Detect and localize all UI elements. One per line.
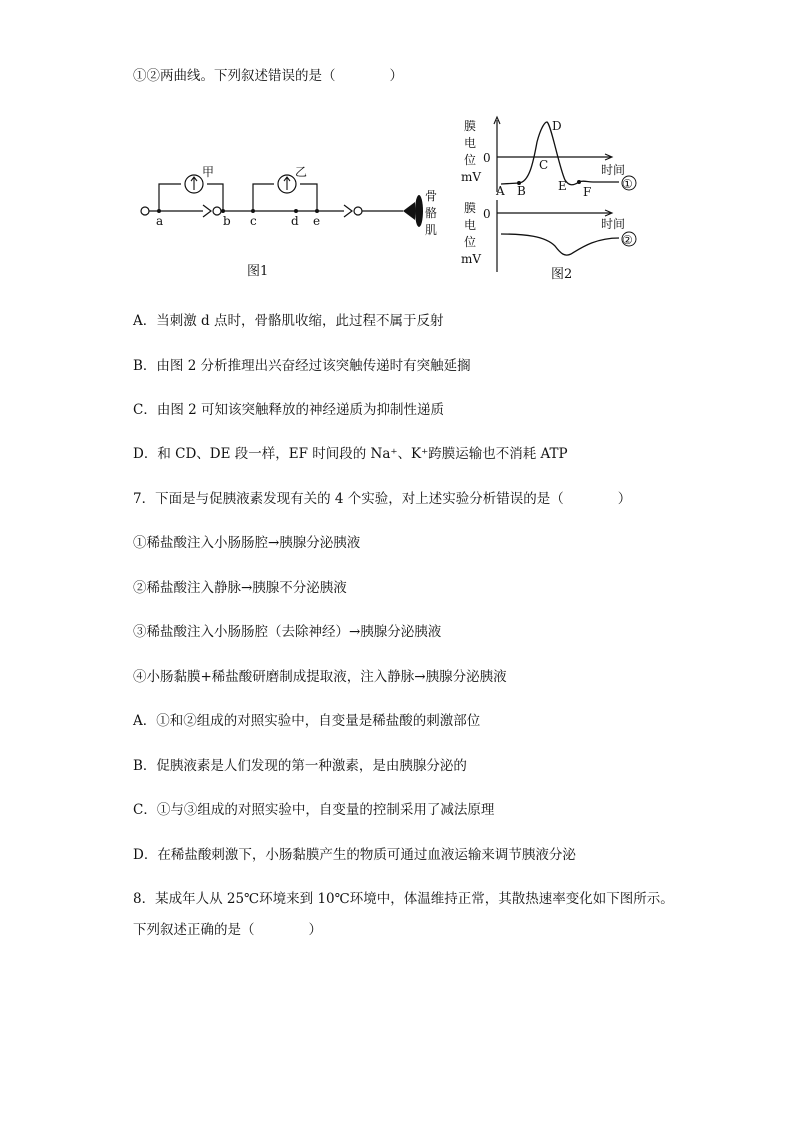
point-d-label: d	[291, 214, 299, 228]
curve1-point-C: C	[539, 158, 549, 172]
q7-option-c: C．①与③组成的对照实验中，自变量的控制采用了减法原理	[133, 802, 495, 818]
q7-experiment-1: ①稀盐酸注入小肠肠腔→胰腺分泌胰液	[133, 535, 361, 551]
figure-2	[455, 112, 670, 284]
curve1-point-B: B	[517, 184, 526, 198]
synapse-2	[344, 205, 352, 217]
q7-stem: 7．下面是与促胰液素发现有关的 4 个实验，对上述实验分析错误的是（ ）	[133, 491, 632, 507]
q6-option-b: B．由图 2 分析推理出兴奋经过该突触传递时有突触延搁	[133, 358, 471, 374]
x-label-2: 时间	[601, 217, 626, 231]
figure-2-caption: 图2	[551, 267, 573, 282]
muscle-label-2: 骼	[425, 206, 438, 220]
zero-1: 0	[483, 151, 491, 165]
point-a-dot	[157, 209, 161, 213]
q7-experiment-4: ④小肠黏膜+稀盐酸研磨制成提取液，注入静脉→胰腺分泌胰液	[133, 669, 507, 685]
curve1-point-D: D	[552, 119, 562, 133]
muscle-label-1: 骨	[425, 189, 438, 203]
meter-a-label: 甲	[202, 165, 215, 179]
point-d-dot	[294, 209, 298, 213]
point-b-dot	[221, 209, 225, 213]
curve1-point-F: F	[583, 185, 592, 199]
curve-2	[501, 234, 619, 255]
curve-2-id: ②	[622, 233, 633, 247]
curve-1-id: ①	[622, 177, 633, 191]
muscle-label-3: 肌	[425, 223, 438, 237]
q6-option-d: D．和 CD、DE 段一样，EF 时间段的 Na⁺、K⁺跨膜运输也不消耗 ATP	[133, 446, 568, 462]
skeletal-muscle	[415, 195, 423, 227]
point-c-dot	[251, 209, 255, 213]
point-c-label: c	[250, 214, 257, 228]
point-a-label: a	[156, 214, 164, 228]
y2-label-4: mV	[461, 252, 482, 266]
point-b-label: b	[223, 214, 231, 228]
x-label-1: 时间	[601, 163, 626, 177]
q7-experiment-2: ②稀盐酸注入静脉→胰腺不分泌胰液	[133, 580, 347, 596]
q6-option-c: C．由图 2 可知该突触释放的神经递质为抑制性递质	[133, 402, 445, 418]
q8-stem-line-2: 下列叙述正确的是（ ）	[133, 922, 322, 938]
q6-option-a: A．当刺激 d 点时，骨骼肌收缩，此过程不属于反射	[133, 313, 444, 329]
nerve-ending	[403, 202, 415, 220]
figure-1-caption: 图1	[247, 264, 269, 279]
q7-option-a: A．①和②组成的对照实验中，自变量是稀盐酸的刺激部位	[133, 713, 481, 729]
point-e-label: e	[313, 214, 321, 228]
axon-start-terminal	[141, 207, 149, 215]
curve1-point-A: A	[496, 184, 505, 198]
curve1-point-E: E	[558, 179, 567, 193]
synapse-1-bulb	[213, 207, 221, 215]
y2-label-3: 位	[464, 235, 477, 249]
figure-1	[133, 150, 443, 285]
q8-stem-line-1: 8．某成年人从 25℃环境来到 10℃环境中，体温维持正常，其散热速率变化如下图所示。	[133, 891, 674, 907]
y-label-3: 位	[464, 153, 477, 167]
meter-b-label: 乙	[295, 165, 308, 179]
y-label-4: mV	[461, 170, 482, 184]
q7-option-d: D．在稀盐酸刺激下，小肠黏膜产生的物质可通过血液运输来调节胰液分泌	[133, 847, 576, 863]
y2-label-2: 电	[464, 218, 477, 232]
synapse-1	[203, 205, 211, 217]
zero-2: 0	[483, 207, 491, 221]
q7-option-b: B．促胰液素是人们发现的第一种激素，是由胰腺分泌的	[133, 758, 467, 774]
y2-label-1: 膜	[464, 201, 477, 215]
point-e-dot	[315, 209, 319, 213]
y-label-1: 膜	[464, 119, 477, 133]
synapse-2-bulb	[354, 207, 362, 215]
intro-line: ①②两曲线。下列叙述错误的是（ ）	[133, 68, 403, 84]
y-label-2: 电	[464, 136, 477, 150]
q7-experiment-3: ③稀盐酸注入小肠肠腔（去除神经）→胰腺分泌胰液	[133, 624, 442, 640]
